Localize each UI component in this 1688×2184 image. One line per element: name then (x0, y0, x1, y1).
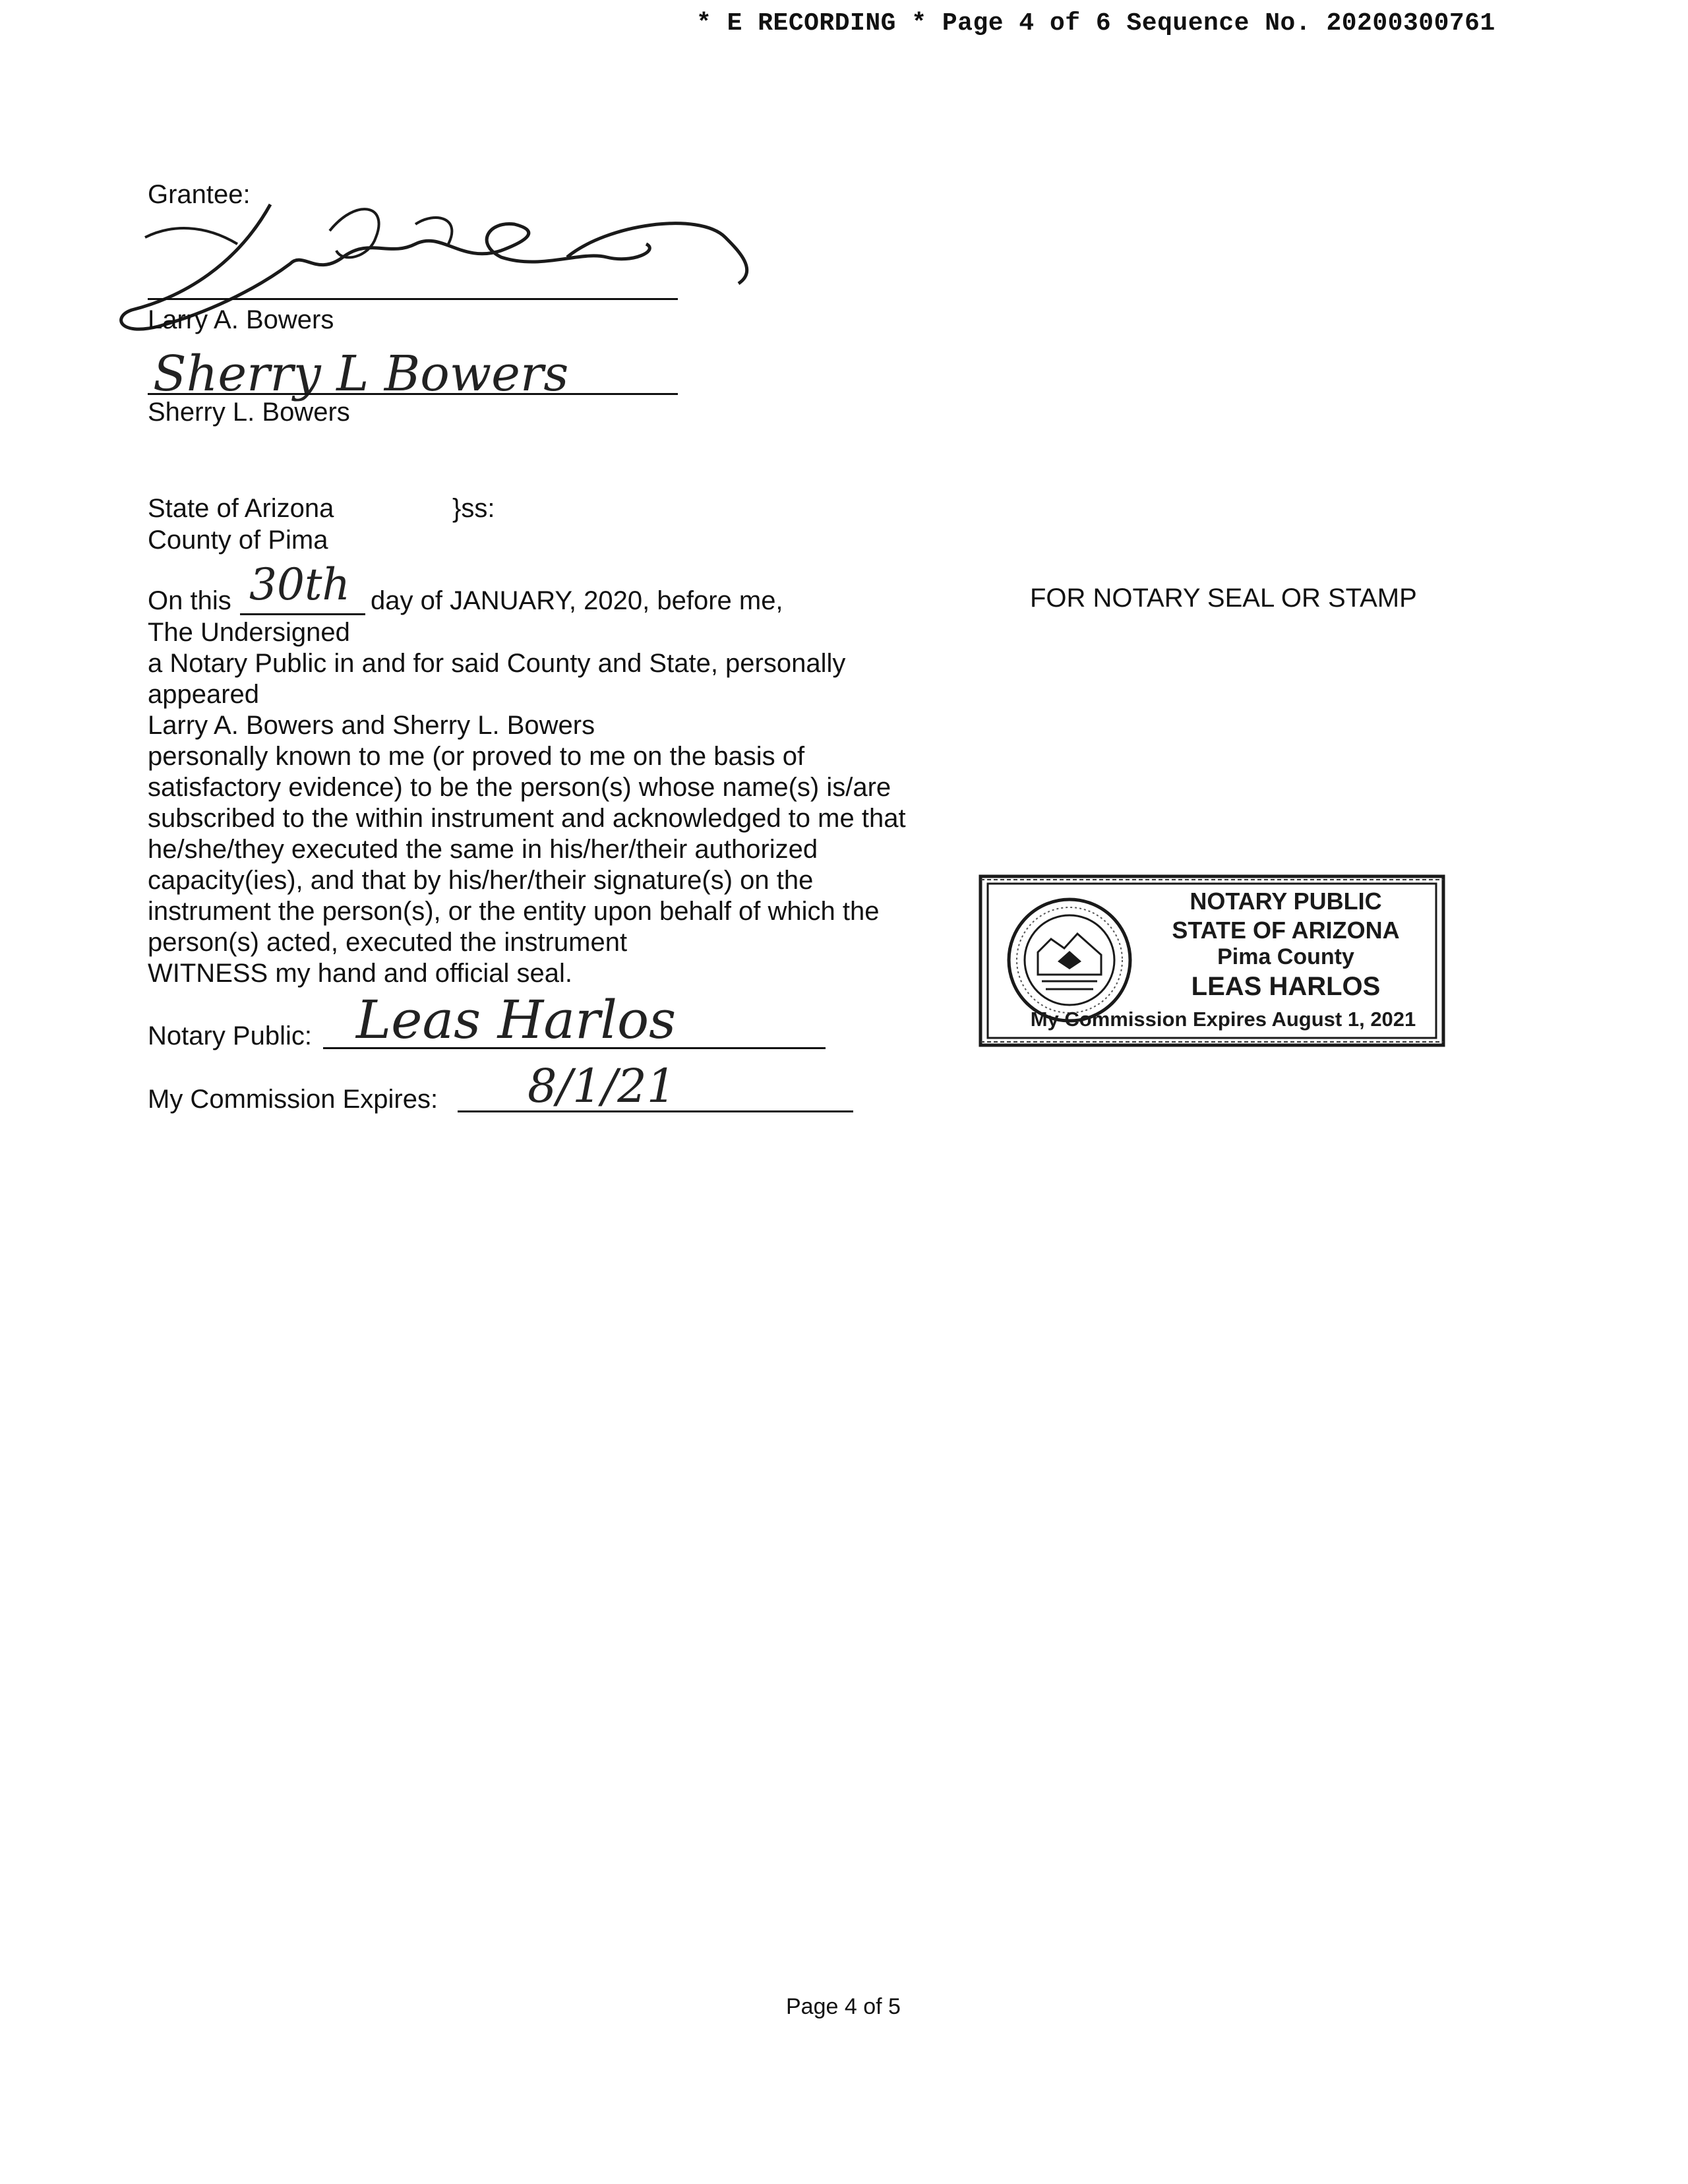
expires-handwritten: 8/1/21 (528, 1059, 677, 1113)
seal-area-label: FOR NOTARY SEAL OR STAMP (1030, 584, 1417, 613)
ack-line: instrument the person(s), or the entity upon behalf of which the (148, 897, 880, 926)
recording-header: * E RECORDING * Page 4 of 6 Sequence No. 20200300761 (696, 9, 1495, 38)
stamp-line-1: NOTARY PUBLIC (1190, 888, 1382, 915)
ack-line: satisfactory evidence) to be the person(s) whose name(s) is/are (148, 773, 891, 802)
stamp-line-4: LEAS HARLOS (1191, 972, 1381, 1001)
day-suffix: day of JANUARY, 2020, before me, (371, 586, 783, 615)
notary-signature-line (323, 1047, 826, 1049)
expires-line (458, 1110, 853, 1112)
notary-public-label: Notary Public: (148, 1021, 312, 1050)
stamp-line-3: Pima County (1217, 944, 1354, 969)
on-this-label: On this (148, 586, 231, 615)
arizona-seal-icon (1005, 895, 1134, 1025)
ack-line: The Undersigned (148, 618, 350, 647)
ack-line: personally known to me (or proved to me on the basis of (148, 742, 805, 771)
notary-signature: Leas Harlos (356, 989, 677, 1050)
day-handwritten: 30th (249, 559, 351, 610)
stamp-line-2: STATE OF ARIZONA (1172, 917, 1400, 944)
venue-county: County of Pima (148, 526, 328, 555)
page-footer: Page 4 of 5 (786, 1994, 901, 2019)
ack-line: WITNESS my hand and official seal. (148, 959, 572, 988)
ack-line: person(s) acted, executed the instrument (148, 928, 628, 957)
ack-line: he/she/they executed the same in his/her/their authorized (148, 835, 818, 864)
grantee-label: Grantee: (148, 180, 251, 209)
grantee-signature-2: Sherry L Bowers (153, 346, 569, 402)
ack-line: Larry A. Bowers and Sherry L. Bowers (148, 711, 595, 740)
expires-label: My Commission Expires: (148, 1085, 438, 1114)
signer-2-name: Sherry L. Bowers (148, 398, 350, 427)
ack-line: a Notary Public in and for said County and State, personally (148, 649, 846, 678)
venue-state: State of Arizona (148, 494, 334, 523)
signer-1-name: Larry A. Bowers (148, 305, 334, 334)
venue-ss: }ss: (452, 494, 495, 523)
ack-line: appeared (148, 680, 260, 709)
day-line (240, 613, 365, 615)
signature-line-1 (148, 298, 678, 300)
signature-line-2 (148, 393, 678, 395)
ack-line: subscribed to the within instrument and acknowledged to me that (148, 804, 906, 833)
stamp-line-5: My Commission Expires August 1, 2021 (1030, 1008, 1416, 1031)
ack-line: capacity(ies), and that by his/her/their signature(s) on the (148, 866, 814, 895)
